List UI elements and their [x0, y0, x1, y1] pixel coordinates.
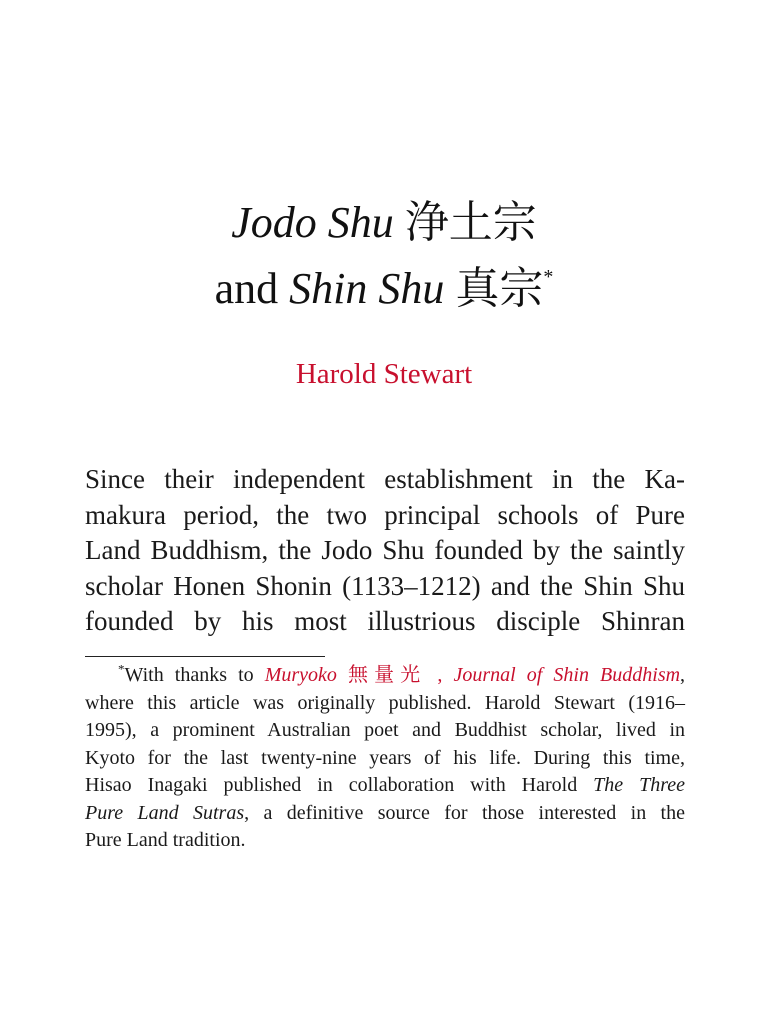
body-line: Land Buddhism, the Jodo Shu founded by the saintly	[85, 535, 685, 565]
journal-subtitle-link[interactable]: Journal of Shin Buddhism	[453, 664, 681, 686]
footnote-mark: *	[118, 661, 125, 677]
journal-name-link[interactable]: Muryoko	[264, 664, 337, 686]
footnote	[85, 662, 685, 855]
book-title-part-b: Pure Land Sutras	[85, 801, 245, 824]
body-paragraph	[85, 462, 685, 640]
title-footnote-mark[interactable]: *	[543, 266, 554, 289]
footnote-line-7: Pure Land tradition.	[85, 829, 246, 851]
journal-trailing-comma: ,	[680, 664, 686, 686]
footnote-line-3: 1995), a prominent Australian poet and Buddhist scholar, lived in	[85, 719, 685, 741]
title-and: and	[214, 264, 279, 313]
title-line-1	[0, 190, 768, 256]
footnote-divider	[85, 656, 325, 657]
body-line: founded by his most illustrious disciple Shinran	[85, 606, 685, 636]
title-jodo-shu: Jodo Shu	[231, 198, 394, 247]
author-name: Harold Stewart	[295, 358, 473, 390]
title-line-2	[0, 256, 768, 322]
body-line: Since their independent establishment in the Ka-	[85, 464, 685, 494]
footnote-line-2: where this article was originally published. Harold Stewart (1916–	[85, 691, 685, 714]
body-line: makura period, the two principal schools of Pure	[85, 499, 685, 530]
journal-kanji[interactable]: 無量光	[348, 664, 427, 686]
title-shin-shu-kanji: 真宗	[455, 264, 544, 313]
title-jodo-shu-kanji: 浄土宗	[404, 198, 537, 247]
book-title-part-a: The Three	[593, 774, 685, 796]
footnote-line-4: Kyoto for the last twenty-nine years of his life. During this time,	[85, 746, 685, 769]
footnote-line-5-text: Hisao Inagaki published in collaboration with Harold	[85, 774, 578, 796]
footnote-line-1	[85, 662, 685, 690]
body-line: scholar Honen Shonin (1133–1212) and the Shin Shu	[85, 570, 685, 601]
article-title	[0, 190, 768, 322]
footnote-line-6-text: , a definitive source for those interested in the	[244, 801, 685, 824]
footnote-line-5	[85, 772, 685, 800]
footnote-line-6	[85, 800, 685, 828]
title-shin-shu: Shin Shu	[289, 264, 445, 313]
footnote-intro: With thanks to	[124, 664, 254, 686]
journal-separator: ,	[437, 664, 443, 686]
